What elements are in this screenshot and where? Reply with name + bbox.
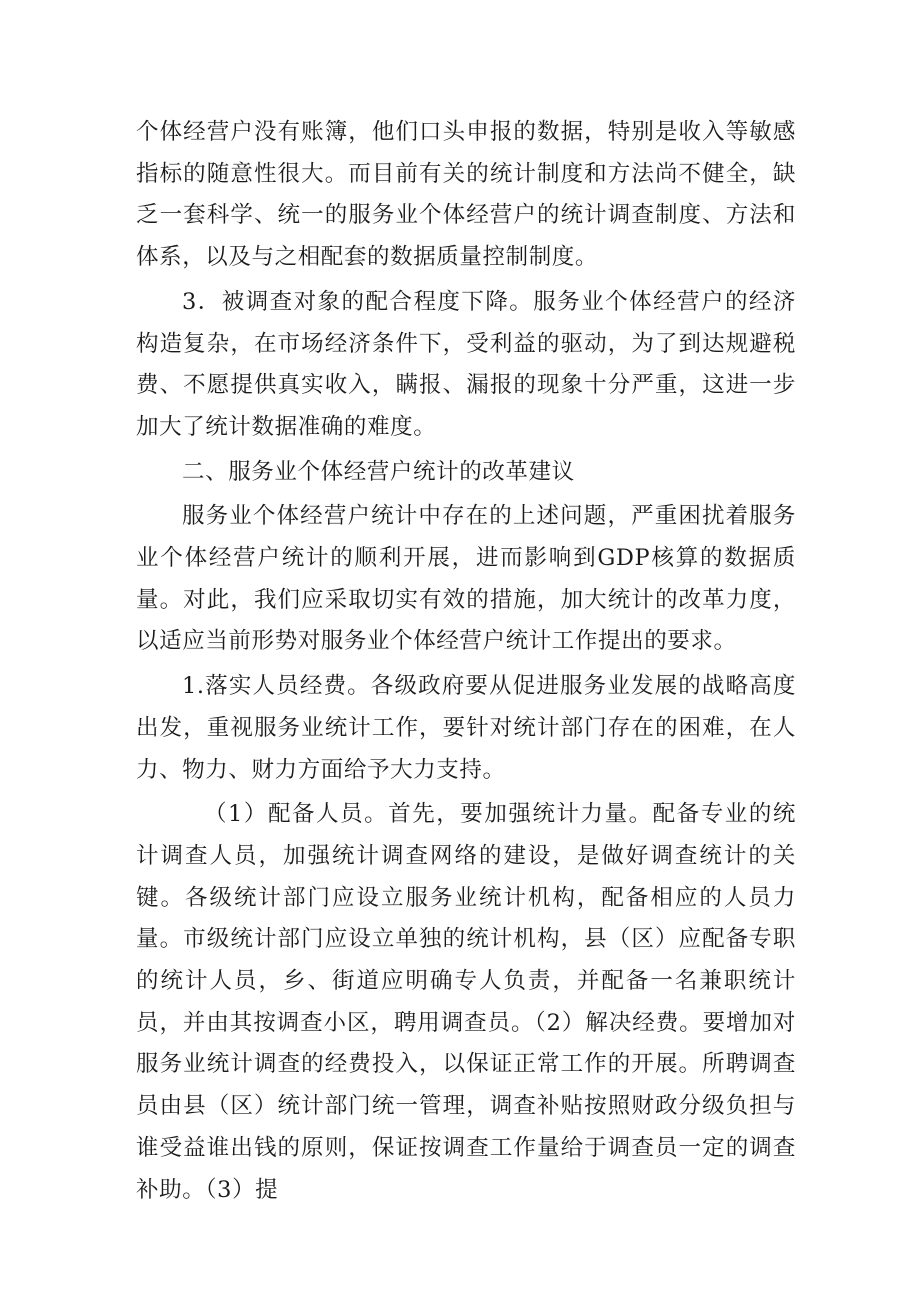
paragraph-intro: 服务业个体经营户统计中存在的上述问题，严重困扰着服务业个体经营户统计的顺利开展，进而影响到GDP核算的数据质量。对此，我们应采取切实有效的措施，加大统计的改革力度，以适应当前形势对服务业个体经营户统计工作提出的要求。 xyxy=(136,503,796,655)
paragraph-continuation: 个体经营户没有账簿，他们口头申报的数据，特别是收入等敏感指标的随意性很大。而目前有关的统计制度和方法尚不健全，缺乏一套科学、统一的服务业个体经营户的统计调查制度、方法和体系，以及与之相配套的数据质量控制制度。 xyxy=(136,119,796,271)
document-body xyxy=(136,112,796,1214)
section-heading-2: 二、服务业个体经营户统计的改革建议 xyxy=(182,458,575,485)
paragraph-subitems: （1）配备人员。首先，要加强统计力量。配备专业的统计调查人员，加强统计调查网络的建设，是做好调查统计的关键。各级统计部门应设立服务业统计机构，配备相应的人员力量。市级统计部门应设立单独的统计机构，县（区）应配备专职的统计人员，乡、街道应明确专人负责，并配备一名兼职统计员，并由其按调查小区，聘用调查员。（2）解决经费。要增加对服务业统计调查的经费投入，以保证正常工作的开展。所聘调查员由县（区）统计部门统一管理，调查补贴按照财政分级负担与谁受益谁出钱的原则，保证按调查工作量给于调查员一定的调查补助。（3）提 xyxy=(136,801,796,1203)
paragraph-item-1: 1.落实人员经费。各级政府要从促进服务业发展的战略高度出发，重视服务业统计工作，要针对统计部门存在的困难，在人力、物力、财力方面给予大力支持。 xyxy=(136,673,796,783)
paragraph-item-3: 3．被调查对象的配合程度下降。服务业个体经营户的经济构造复杂，在市场经济条件下，受利益的驱动，为了到达规避税费、不愿提供真实收入，瞒报、漏报的现象十分严重，这进一步加大了统计数据准确的难度。 xyxy=(136,288,796,440)
